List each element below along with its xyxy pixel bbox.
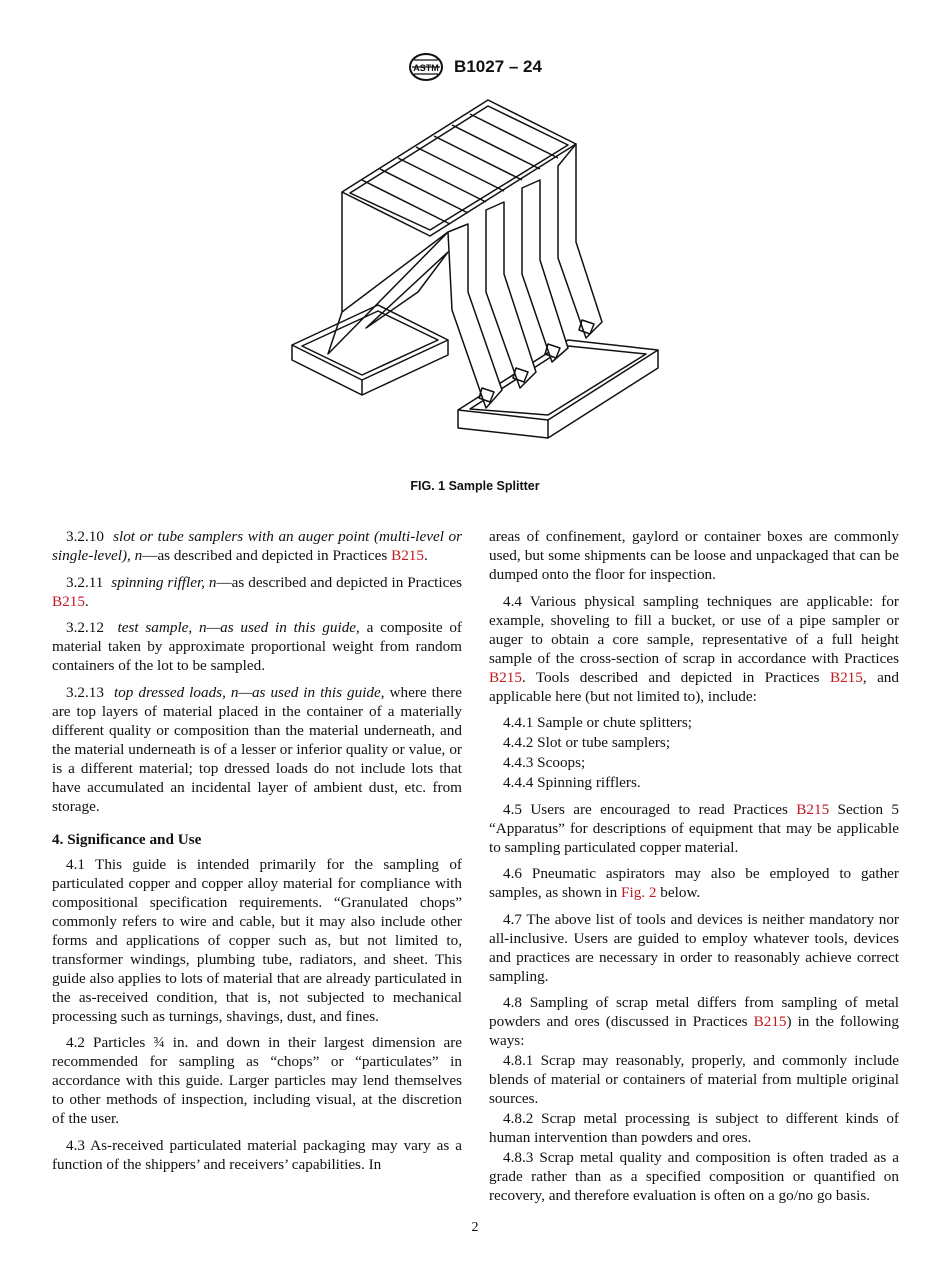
b215-link[interactable]: B215: [753, 1013, 787, 1030]
list-item-4-4-4: 4.4.4 Spinning rifflers.: [503, 774, 641, 791]
paragraph-4-3-continued: areas of confinement, gaylord or container boxes are commonly used, but some shipments can be loose and unpackaged that can be dumped onto the floor for inspection.: [489, 528, 899, 583]
section-heading-4: 4. Significance and Use: [52, 830, 202, 848]
astm-logo-icon: [408, 52, 444, 82]
paragraph-3-2-13: 3.2.13 top dressed loads, n—as used in this guide, where there are top layers of material placed in the container of a materially different quality or composition than the material underneath, and the material underneath is of a lesser or inferior quality or value, or is a different material; top dressed loads do not include lots that have accumulated an incidental layer of ambient dust, etc. from storage.: [52, 683, 462, 815]
paragraph-4-4: 4.4 Various physical sampling techniques are applicable: for example, shoveling to fill a bucket, or use of a pipe sampler or auger to obtain a core sample, representative of a full height sample of the cross-section of scrap in accordance with Practices B215. Tools described and depicted in Practices B215, and applicable here (but not limited to), include:: [489, 592, 899, 705]
fig-2-link[interactable]: Fig. 2: [621, 884, 657, 901]
paragraph-4-5: 4.5 Users are encouraged to read Practices B215 Section 5 “Apparatus” for descriptions of equipment that may be applicable to sampling particulated copper material.: [489, 800, 899, 856]
paragraph-3-2-10: 3.2.10 slot or tube samplers with an auger point (multi-level or single-level), n—as described and depicted in Practices B215.: [52, 528, 462, 564]
sample-splitter-figure: [280, 92, 670, 462]
list-item-4-4-1: 4.4.1 Sample or chute splitters;: [503, 714, 692, 731]
paragraph-4-8: 4.8 Sampling of scrap metal differs from sampling of metal powders and ores (discussed in Practices B215) in the following ways:: [489, 994, 899, 1049]
b215-link[interactable]: B215: [391, 547, 424, 564]
paragraph-4-8-2: 4.8.2 Scrap metal processing is subject to different kinds of human intervention than powders and ores.: [489, 1110, 899, 1146]
paragraph-3-2-11: 3.2.11 spinning riffler, n—as described and depicted in Practices B215.: [52, 573, 463, 610]
list-item-4-4-3: 4.4.3 Scoops;: [503, 754, 586, 771]
paragraph-4-7: 4.7 The above list of tools and devices is neither mandatory nor all-inclusive. Users are guided to employ whatever tools, devices and practices are necessary in order to reasonably achieve correct sampling.: [489, 910, 899, 985]
right-column: [489, 527, 899, 1206]
b215-link[interactable]: B215: [489, 668, 522, 686]
paragraph-4-3: 4.3 As-received particulated material packaging may vary as a function of the shippers’ and receivers’ capabilities. In: [52, 1136, 462, 1173]
svg-text:ASTM: ASTM: [413, 63, 439, 73]
figure-caption: FIG. 1 Sample Splitter: [410, 479, 540, 493]
paragraph-4-2: 4.2 Particles ¾ in. and down in their largest dimension are recommended for sampling as “chops” or “particulates” in accordance with this guide. Larger particles may lend themselves to other methods of inspection, including visual, at the discretion of the user.: [52, 1034, 462, 1127]
paragraph-4-1: 4.1 This guide is intended primarily for the sampling of particulated copper and copper alloy material for compliance with compositional specification requirements. “Granulated chops” commonly refers to wire and cable, but it may also include other forms and applications of copper such as, but not limited to, transformer windings, plumbing tube, radiators, and sheet. This guide also applies to lots of material that are already particulated in the as-received condition, that is, not subjected to mechanical processing such as turnings, shavings, dust, and fines.: [52, 855, 462, 1025]
page-header: [0, 52, 950, 82]
b215-link[interactable]: B215: [52, 592, 85, 610]
page-number: 2: [471, 1220, 479, 1235]
paragraph-4-8-3: 4.8.3 Scrap metal quality and composition is often traded as a grade rather than as a specified composition or quantified on recovery, and therefore evaluation is often on a go/no go basis.: [489, 1149, 899, 1204]
b215-link[interactable]: B215: [829, 668, 863, 686]
list-item-4-4-2: 4.4.2 Slot or tube samplers;: [503, 734, 671, 751]
paragraph-4-8-1: 4.8.1 Scrap may reasonably, properly, and commonly include blends of material or containers of material from multiple original sources.: [489, 1052, 899, 1107]
paragraph-4-6: 4.6 Pneumatic aspirators may also be employed to gather samples, as shown in Fig. 2 below.: [489, 865, 899, 901]
b215-link[interactable]: B215: [796, 800, 830, 818]
left-column: [52, 527, 462, 1181]
document-code: B1027 – 24: [454, 57, 542, 76]
paragraph-3-2-12: 3.2.12 test sample, n—as used in this guide, a composite of material taken by approximate proportional weight from random containers of the lot to be sampled.: [52, 619, 462, 674]
